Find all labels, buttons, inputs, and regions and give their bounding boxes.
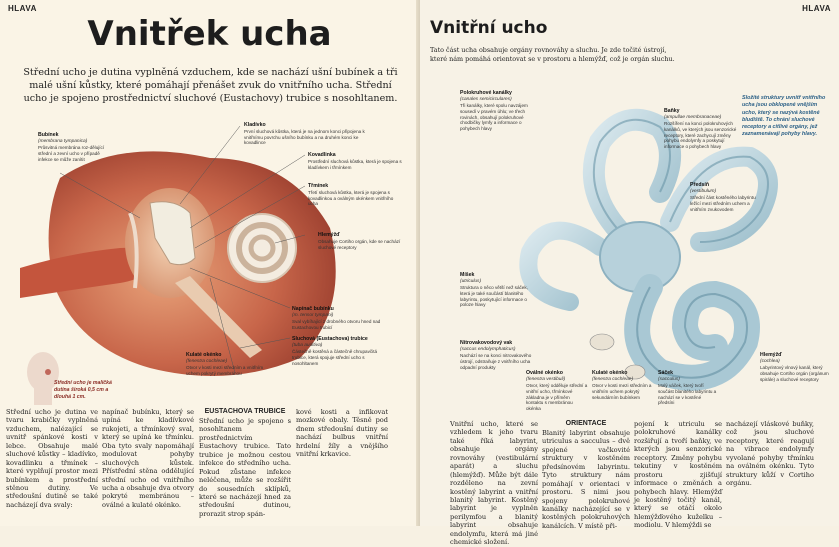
annotation-kladivko: Kladívko První sluchová kůstka, která je na jednom konci připojena k vnitřnímu povrchu ušního bubínku a na druhém konci ke kovadlince bbox=[244, 122, 365, 146]
left-intro: Střední ucho je dutina vyplněná vzduchem, kde se nachází ušní bubínek a tři malé ušní kůstky, které pomáhají přenášet zvuk do vnitřního ucha. Střední ucho je spojeno prostřednictví sluchové (Eustachovy) trubice s nosohltanem. bbox=[23, 67, 398, 105]
annotation-kovadlinka: Kovadlinka Prostřední sluchová kůstka, která je spojena s kladívkem i třmínkem bbox=[308, 152, 402, 170]
annotation-trubice: Sluchová (Eustachova) trubice (tuba auditiva) Částečně kostěná a částečně chrupavčitá trubice, která spojuje střední ucho s nosohltanem bbox=[292, 336, 378, 366]
annotation-predsin: Předsíň (vestibulum) Střední část kostěného labyrintu ležící mezi středním uchem a vnitřním zvukovodem bbox=[690, 182, 756, 212]
annotation-vacek: Nitrovakovodový vak (saccus endolymphaticus) Nachází se na konci nitrovakového ústrojí, odstraňuje z vnitřního ucha odpadní produkty bbox=[460, 340, 532, 370]
left-column-4: kové kosti a infikovat mozkové obaly. Těsně pod dnem středoušní dutiny se nachází bulbus vnitřní hrdelní žíly a vnějšího vnitřní krkavice. bbox=[296, 408, 388, 459]
annotation-banky: Baňky (ampullae membranaceae) Rozšíření na konci polokruhových kanálků, ve kterých jsou senzorické receptory, které zachycují změny pohybu endolymfy a poskytují informace o pohybech hlavy bbox=[664, 108, 737, 150]
left-column-1: Střední ucho je dutina ve tvaru krabičky vyplněná vzduchem, nalézající se uvnitř spánkové kosti v lebce. Obsahuje malé sluchové kůstky – kladívko, kovadlinku a třmínek – které vyplňují prostor mezi bubínkem a prostřední stěnou dutiny. Ve středoušní dutině se také nacházejí dva svaly: bbox=[6, 408, 98, 509]
left-column-3 bbox=[199, 408, 291, 518]
right-column-2 bbox=[542, 420, 630, 530]
annotation-hlemyzd-left: Hlemýžď Obsahuje Cortiho orgán, kde se nachází sluchové receptory bbox=[318, 232, 401, 250]
left-column-2: napínač bubínku, který se upíná ke kladívkové rukojeti, a třmínkový sval, který se upíná ke třmínku. Oba tyto svaly napomáhají modulovat pohyby sluchových kůstek. Přístřední stěna oddělující střední ucho od vnitřního ucha a obsahuje dva otvory pokryté membránou – oválné a kulaté okénko. bbox=[102, 408, 194, 509]
oval-window-shape bbox=[590, 334, 614, 350]
annotation-mesek: Míšek (utriculus) Struktura o něco větší než sáček, která je také součástí blanitého labyrintu, poskytující informace o poloze hlavy bbox=[460, 272, 528, 308]
left-column-3-text: Střední ucho je spojeno s nosohltanem prostřednictvím Eustachovy trubice. Tato trubice je možnou cestou infekce do středního ucha. Pokud zůstane infekce neléčena, může se rozšířit do sousedních sklípků, které se nacházejí hned za středoušní dutinou, prorazit strop spán- bbox=[199, 417, 291, 518]
bony-labyrinth-note: Složité struktury uvnitř vnitřního ucha jsou obklopené vnějším ucho, který se nazývá kostěné bludiště. To chrání sluchové receptory a citlivé orgány, jež zaznamenávají pohyby hlavy. bbox=[742, 95, 826, 138]
annotation-kulate-okenko-right: Kulaté okénko (fenestra cochleae) Otvor v kosti mezi středním a vnitřním uchem pokrytý sekundárním bubínkem bbox=[592, 370, 652, 400]
right-column-3: pojení k utriculu se polokruhové kanálky rozšiřují a tvoří baňky, ve kterých jsou senzorické receptory. Změny pohybu tekutiny v kostěném prostoru zjišťují informace o změnách a pohybech hlavy. Hlemýžď je kostěný točitý kanál, který se otáčí okolo hlemýžďového kuželku – modiolu. V hlemýždi se bbox=[634, 420, 722, 530]
left-page-title: Vnitřek ucha bbox=[87, 14, 332, 54]
right-page bbox=[420, 0, 839, 547]
annotation-kulate-okenko: Kulaté okénko (fenestra cochleae) Otvor v kosti mezi středním a vnitřním uchem pokrytý membránou bbox=[186, 352, 264, 376]
annotation-hlemyzd-right: Hlemýžď (cochlea) Labyrintový vlnový kanál, který obsahuje Cortiho orgán (orgánum spirále) a sluchové receptory bbox=[760, 352, 829, 382]
cochlea-shape bbox=[228, 214, 296, 282]
annotation-kanalky: Polokruhové kanálky (canales semicirculares) Tři kanálky, které spolu navzájem sousedí v pravém úhlu; ve třech rovinách, obsahují polokruhové chodbičky lymfy a informace o pohybech hlavy bbox=[460, 90, 528, 132]
right-page-header: HLAVA bbox=[802, 4, 831, 13]
right-column-4: nacházejí vláskové buňky, což jsou sluchové receptory, které reagují na vibrace endolymfy vyvolané pohyby třmínku na oválném okénku. Tyto struktury kůží v Cortiho orgánu. bbox=[726, 420, 814, 488]
left-page-header: HLAVA bbox=[8, 4, 37, 13]
eustachian-tube-heading: EUSTACHOVA TRUBICE bbox=[204, 408, 286, 415]
right-column-1: Vnitřní ucho, které se vzhledem k jeho tvaru také říká labyrint, obsahuje orgány rovnováhy (vestibulární aparát) a sluchu (hlemýžď). Může být dále rozděleno na zevní kostěný labyrint a vnitřní blanitý labyrint. Kostěný labyrint je vyplněn perilymfou a blanitý labyrint obsahuje endolymfu, která má jiné chemické složení. bbox=[450, 420, 538, 547]
right-column-2-text: Blanitý labyrint obsahuje utriculus a sacculus – dvě spojené vačkovité struktury v kostěném předsínovém labyrintu. Tyto struktury nám pomáhají v orientaci v prostoru. S nimi jsou spojeny polokruhové kanálky nacházející se v kostěných polokruhových kanálcích. V místě při- bbox=[542, 429, 630, 530]
annotation-trminek: Třmínek Třetí sluchová kůstka, která je spojena s kovadlinkou a oválným okénkem vnitřního ucha bbox=[308, 183, 394, 207]
orientation-heading: ORIENTACE bbox=[565, 420, 607, 427]
annotation-sacek: Sáček (sacculus) Malý váček, který tvoří součást blanitého labyrintu a nachází se v kostěné předsíni bbox=[658, 370, 717, 406]
middle-ear-caption: Střední ucho je maličká dutina široká 0,5 cm a dlouhá 1 cm. bbox=[54, 380, 112, 400]
annotation-bubinek: Bubínek (membrana tympanica) Průsvitná membrána roz-dělující střední a zevní ucho v případě infekce se může zanítit bbox=[38, 132, 105, 162]
left-page bbox=[0, 0, 419, 526]
annotation-ovalne-okenko: Oválné okénko (fenestra vestibuli) Otvor, který odděluje střední a vnitřní ucho, třmínkové základna je v příměm kontaktu s membránou okénka bbox=[526, 370, 588, 412]
annotation-napinac: Napínač bubínku (m. tensor tympani) Sval vybíhající z drobného otvoru hned nad Eustachovou trubicí bbox=[292, 306, 381, 330]
right-intro: Tato část ucha obsahuje orgány rovnováhy a sluchu. Je zde točité ústrojí, které nám pomáhá orientovat se v prostoru a hlemýžď, což je orgán sluchu. bbox=[430, 46, 675, 63]
right-page-title: Vnitřní ucho bbox=[430, 18, 548, 38]
cochlea-spiral bbox=[637, 287, 747, 378]
